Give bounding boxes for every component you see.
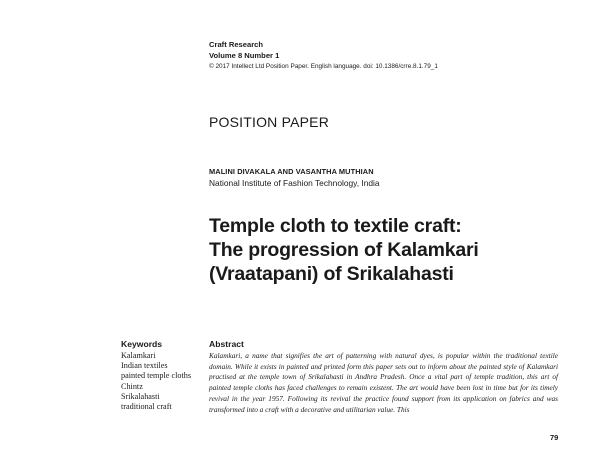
page-number: 79 bbox=[550, 433, 559, 442]
keyword-item: Kalamkari bbox=[121, 351, 156, 360]
keyword-item: Srikalahasti bbox=[121, 391, 160, 401]
title-line: Temple cloth to textile craft: bbox=[209, 215, 462, 237]
keyword-item: traditional craft bbox=[121, 402, 172, 412]
author-block bbox=[209, 166, 380, 189]
abstract-section bbox=[209, 338, 558, 415]
journal-name: Craft Research bbox=[209, 40, 264, 49]
abstract-text: Kalamkari, a name that signifies the art of patterning with natural dyes, is popular within the traditional textile domain. While it exists in painted and printed form this paper sets out to inform about the painted style of Kalamkari practised at the temple town of Srikalahasti in Andhra Pradesh. Once a vital part of temple tradition, this art of painted temple cloths has faced challenges to remain existent. The art would have been lost in time but for its timely revival in the year 1957. Following its revival the practice found support from its application on fabrics and was transformed into a craft with a decorative and utilitarian value. This bbox=[209, 351, 558, 414]
copyright-line: © 2017 Intellect Ltd Position Paper. English language. doi: 10.1386/crre.8.1.79_1 bbox=[209, 63, 438, 70]
keyword-item: Indian textiles bbox=[121, 361, 168, 371]
section-label: POSITION PAPER bbox=[209, 114, 330, 130]
keyword-item: painted temple cloths bbox=[121, 371, 192, 381]
title-line: The progression of Kalamkari bbox=[209, 239, 479, 261]
paper-title bbox=[209, 214, 589, 286]
keywords-heading: Keywords bbox=[121, 339, 163, 349]
author-names: MALINI DIVAKALA AND VASANTHA MUTHIAN bbox=[209, 167, 374, 176]
keywords-section bbox=[121, 338, 205, 412]
journal-volume: Volume 8 Number 1 bbox=[209, 51, 280, 60]
abstract-heading: Abstract bbox=[209, 339, 244, 349]
journal-header bbox=[209, 39, 569, 72]
title-line: (Vraatapani) of Srikalahasti bbox=[209, 263, 454, 285]
author-affiliation: National Institute of Fashion Technology, India bbox=[209, 178, 380, 188]
keyword-item: Chintz bbox=[121, 381, 143, 391]
